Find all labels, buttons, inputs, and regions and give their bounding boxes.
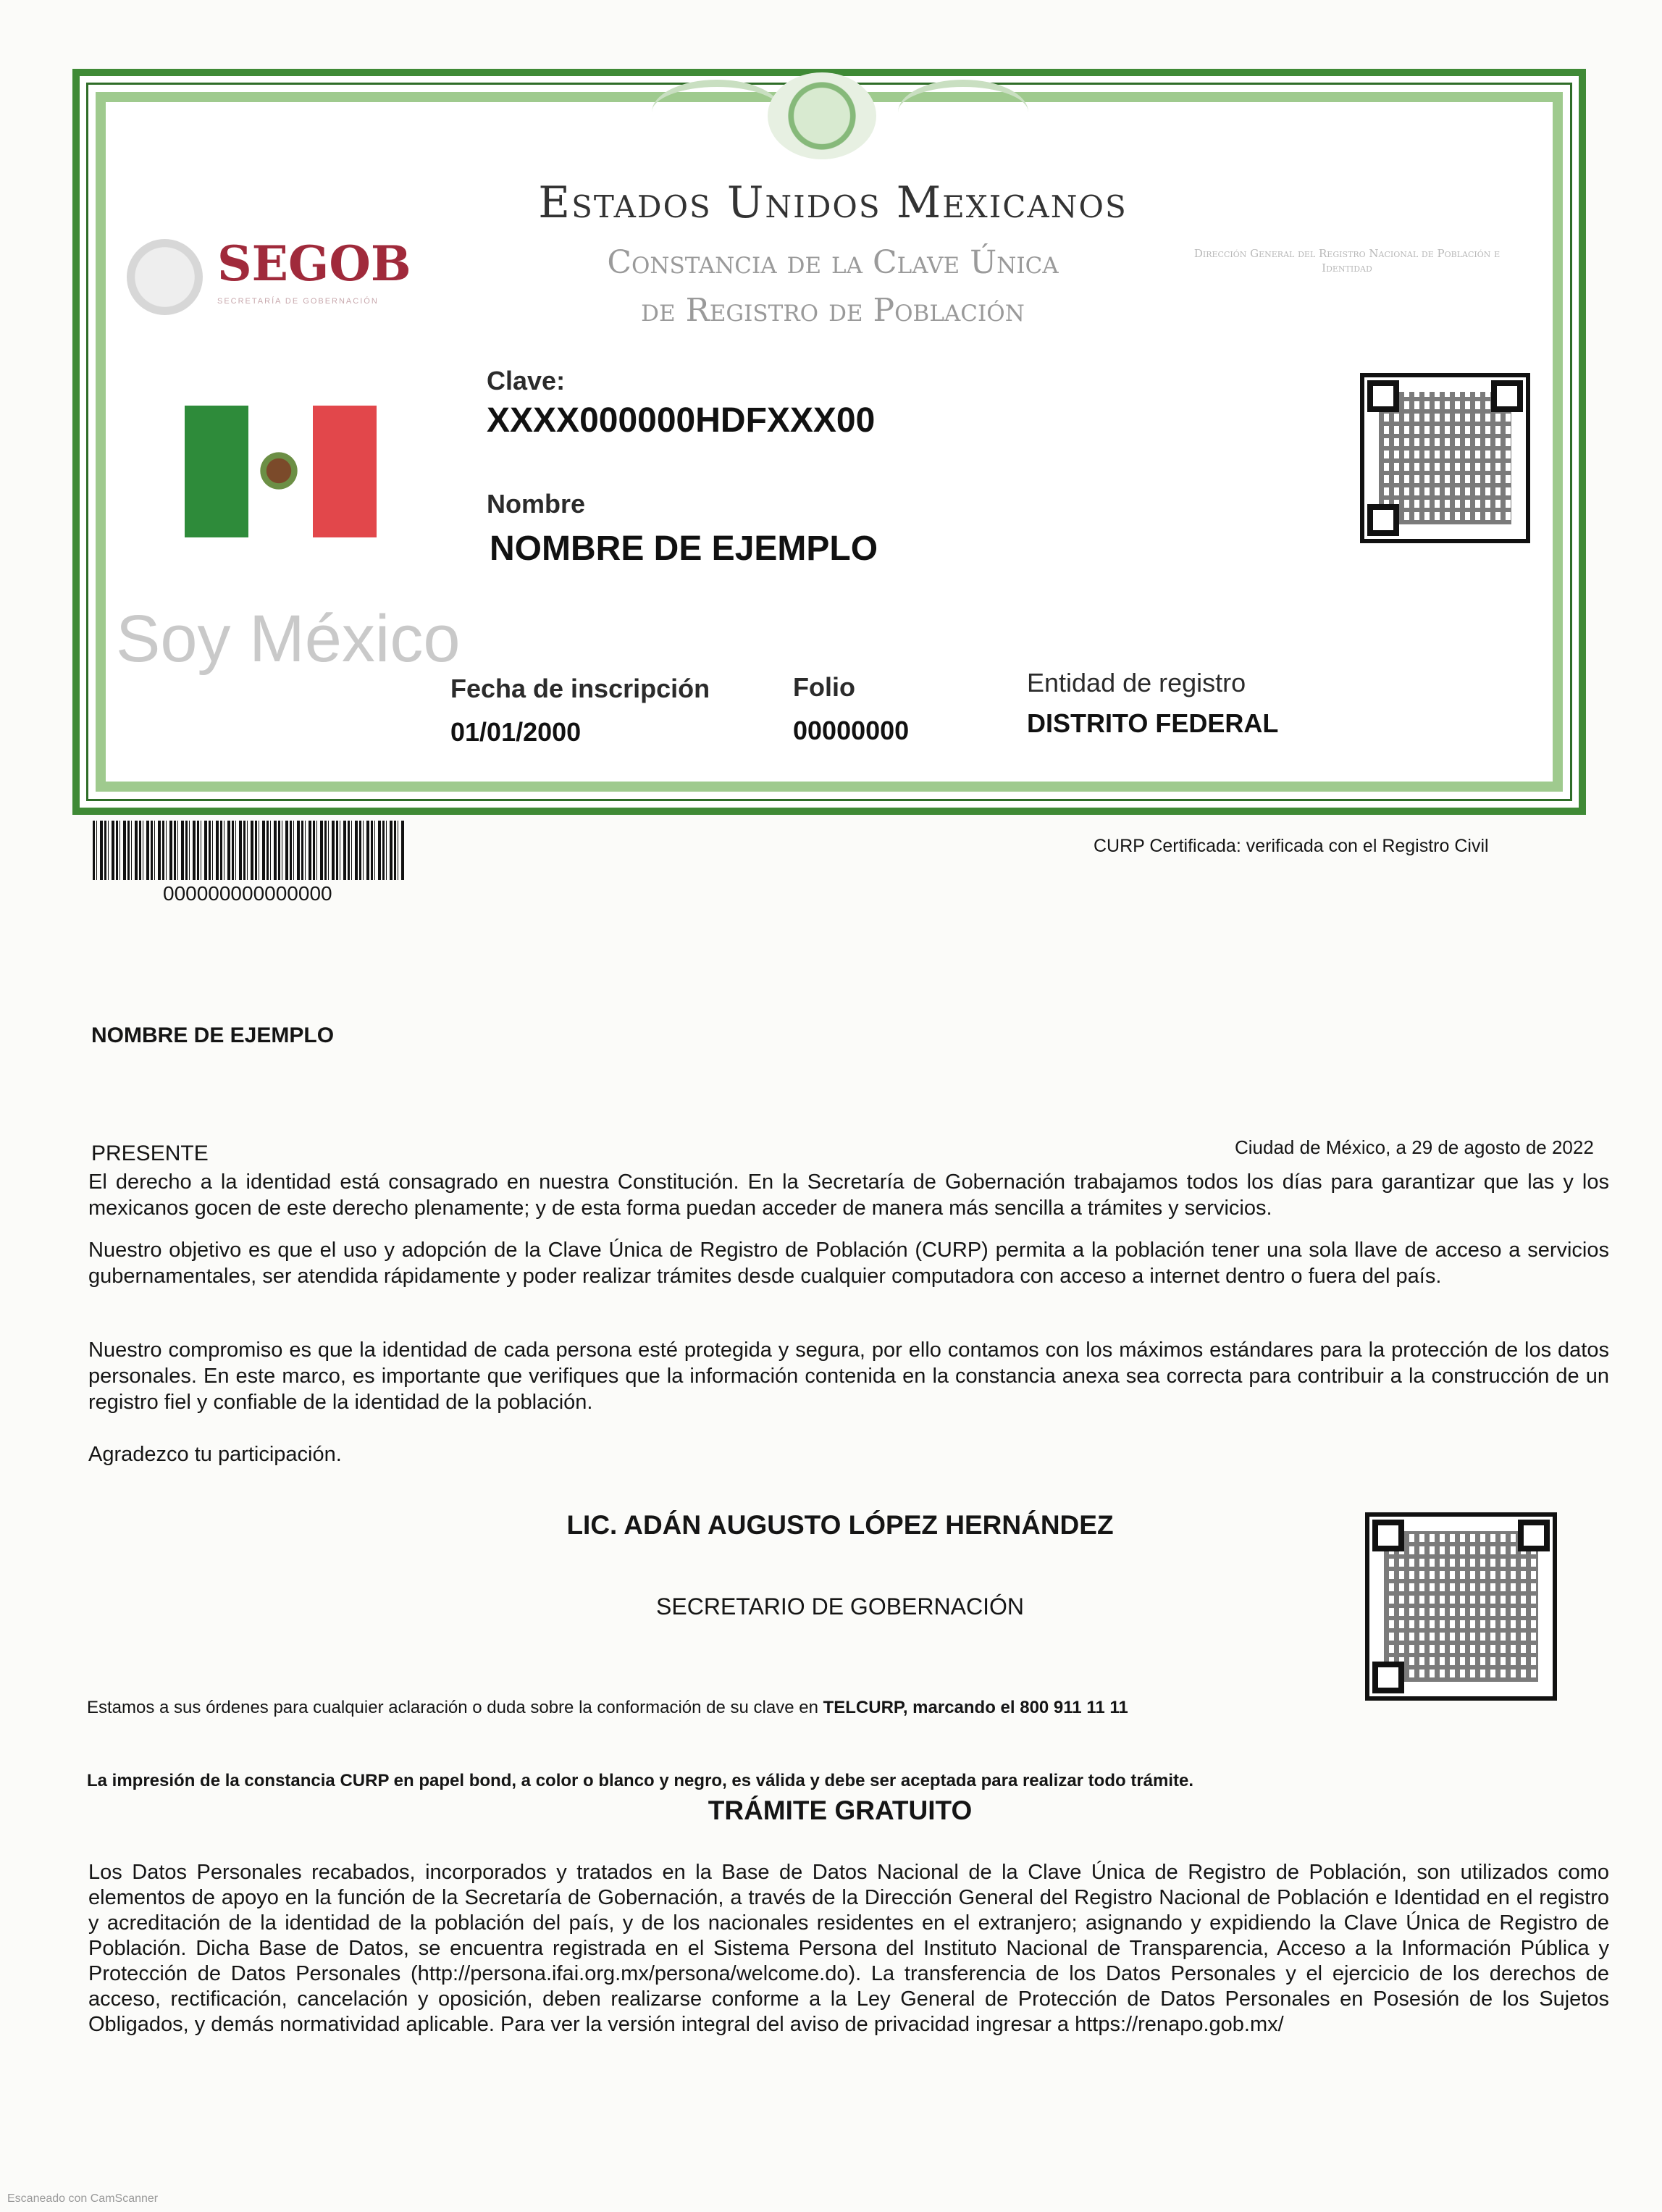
- nombre-value: NOMBRE DE EJEMPLO: [490, 529, 878, 568]
- letter-recipient: NOMBRE DE EJEMPLO: [91, 1023, 335, 1047]
- letter-paragraph-2: Nuestro objetivo es que el uso y adopción de la Clave Única de Registro de Población (CURP) permita a la población tener una sola llave de acceso a servicios gubernamentales, ser atendida rápidamente y poder realizar trámites desde cualquier computadora con acceso a internet dentro o fuera del país.: [88, 1239, 1609, 1288]
- validity-note: La impresión de la constancia CURP en papel bond, a color o blanco y negro, es válida y debe ser aceptada para realizar todo trámite.: [87, 1771, 1194, 1790]
- flag-emblem-icon: [257, 449, 301, 493]
- entidad-label: Entidad de registro: [1027, 668, 1246, 697]
- segob-seal-icon: [127, 239, 203, 315]
- barcode-number: 000000000000000: [163, 882, 332, 905]
- barcode: [93, 821, 404, 880]
- entidad-value: DISTRITO FEDERAL: [1027, 708, 1279, 738]
- signer-title: SECRETARIO DE GOBERNACIÓN: [656, 1593, 1024, 1620]
- contact-line: Estamos a sus órdenes para cualquier aclaración o duda sobre la conformación de su clave en TELCURP, marcando el 800 911 11 11: [87, 1698, 1128, 1717]
- certified-note: CURP Certificada: verificada con el Registro Civil: [1094, 836, 1489, 856]
- crest-wing-left: [652, 80, 782, 145]
- nombre-label: Nombre: [487, 489, 586, 519]
- letter-paragraph-1: El derecho a la identidad está consagrado en nuestra Constitución. En la Secretaría de Gobernación trabajamos todos los días para garantizar que las y los mexicanos gocen de este derecho plenamente; y de esta forma puedan acceder de manera más sencilla a trámites y servicios.: [88, 1170, 1609, 1220]
- folio-value: 00000000: [793, 716, 910, 745]
- letter-place-date: Ciudad de México, a 29 de agosto de 2022: [1235, 1136, 1594, 1158]
- country-title: Estados Unidos Mexicanos: [538, 177, 1128, 228]
- free-procedure: TRÁMITE GRATUITO: [708, 1796, 973, 1825]
- letter-paragraph-3: Nuestro compromiso es que la identidad de cada persona esté protegida y segura, por ello contamos con los máximos estándares para la protección de los datos personales. En este marco, es importante que verifiques que la información contenida en la constancia anexa sea correcta para contribuir a la construcción de un registro fiel y confiable de la identidad de la población.: [88, 1338, 1609, 1414]
- letter-presente: PRESENTE: [91, 1141, 209, 1165]
- signer-name: LIC. ADÁN AUGUSTO LÓPEZ HERNÁNDEZ: [566, 1510, 1114, 1540]
- fecha-value: 01/01/2000: [450, 717, 582, 747]
- letter-thanks: Agradezco tu participación.: [88, 1443, 342, 1466]
- fecha-label: Fecha de inscripción: [450, 674, 710, 703]
- crest-wing-right: [898, 80, 1028, 145]
- clave-label: Clave:: [487, 366, 566, 395]
- clave-value: XXXX000000HDFXXX00: [487, 401, 876, 440]
- directorate-name: Dirección General del Registro Nacional de Población e Identidad: [1193, 247, 1501, 275]
- privacy-notice: Los Datos Personales recabados, incorporados y tratados en la Base de Datos Nacional de la Clave Única de Registro de Población, son utilizados como elementos de apoyo en la función de la Secretaría de Gobernación, a través de la Dirección General del Registro Nacional de Población e Identidad en el registro y acreditación de la identidad de la población del país, y de los nacionales residentes en el extranjero; asignando y expidiendo la Clave Única de Registro de Población. Dicha Base de Datos, se encuentra registrada en el Sistema Persona del Instituto Nacional de Transparencia, Acceso a la Información Pública y Protección de Datos Personales (http://persona.ifai.org.mx/persona/welcome.do). La transferencia de los Datos Personales y el ejercicio de los derechos de acceso, rectificación, cancelación y oposición, deben realizarse conforme a la Ley General de Protección de Datos Personales en Posesión de los Sujetos Obligados, y demás normatividad aplicable. Para ver la versión integral del aviso de privacidad ingresar a https://renapo.gob.mx/: [88, 1861, 1609, 2036]
- letter-qr-code: [1365, 1512, 1557, 1701]
- document-title: Constancia de la Clave Única de Registro de Población: [607, 244, 1059, 329]
- slogan: Soy México: [116, 602, 461, 676]
- certificate-qr-code: [1360, 373, 1530, 543]
- segob-logo: SEGOB: [217, 235, 411, 292]
- scanner-watermark: Escaneado con CamScanner: [7, 2192, 159, 2205]
- segob-subtitle: SECRETARÍA DE GOBERNACIÓN: [217, 297, 379, 306]
- national-seal-icon: [768, 72, 876, 159]
- folio-label: Folio: [793, 672, 855, 702]
